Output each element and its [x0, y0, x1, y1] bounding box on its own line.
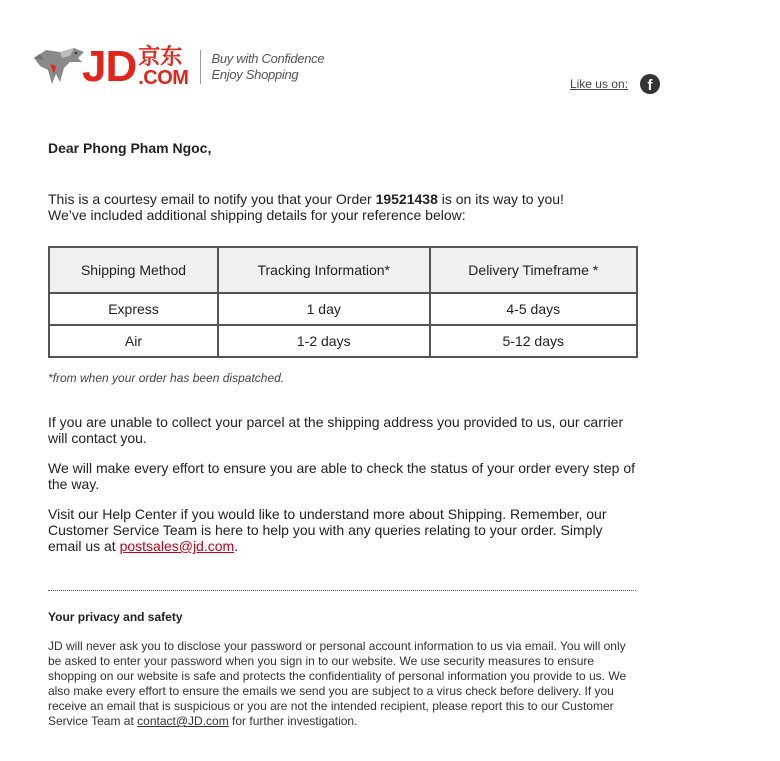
tagline-line-1: Buy with Confidence	[211, 51, 325, 66]
jd-dog-mascot-icon	[30, 44, 88, 90]
privacy-title: Your privacy and safety	[48, 610, 183, 624]
table-row	[49, 325, 637, 357]
table-header-row	[49, 247, 637, 293]
cell-tracking: 1 day	[218, 293, 430, 325]
cell-method: Air	[49, 325, 218, 357]
logo-divider	[200, 50, 201, 84]
privacy-text	[48, 639, 638, 729]
privacy-body: JD will never ask you to disclose your password or personal account information to us via email. You will only be asked to enter your password when you sign in to our website. We use security measures to ensure shopping on our website is safe and protects the confidentiality of personal information you provide to us. We also make every effort to ensure the emails we send you are subject to a virus check before delivery. If you receive an email that is suspicious or you are not the intended recipient, please report this to our Customer Service Team at	[48, 639, 627, 728]
intro-line-2: We’ve included additional shipping details for your reference below:	[48, 207, 466, 223]
jd-logo[interactable]	[30, 44, 324, 90]
dotted-divider	[48, 590, 636, 591]
cell-method: Express	[49, 293, 218, 325]
cell-timeframe: 4-5 days	[430, 293, 637, 325]
header-tracking-information: Tracking Information*	[218, 247, 430, 293]
table-row	[49, 293, 637, 325]
collection-paragraph: If you are unable to collect your parcel at the shipping address you provided to us, our carrier will contact you.	[48, 414, 624, 446]
cell-timeframe: 5-12 days	[430, 325, 637, 357]
shipping-table	[48, 246, 638, 358]
facebook-icon[interactable]: f	[640, 74, 660, 94]
logo-jd-text: JD	[82, 42, 137, 91]
header-delivery-timeframe: Delivery Timeframe *	[430, 247, 637, 293]
tagline-line-2: Enjoy Shopping	[211, 67, 299, 82]
intro-paragraph	[48, 191, 638, 223]
help-text-end: .	[234, 538, 239, 554]
email-header	[30, 40, 670, 100]
intro-text-after: is on its way to you!	[437, 191, 564, 207]
social-like	[570, 74, 660, 94]
logo-chinese-text: 京东	[138, 44, 183, 69]
greeting: Dear Phong Pham Ngoc,	[48, 140, 212, 156]
help-center-paragraph	[48, 506, 638, 554]
privacy-body-end: for further investigation.	[228, 714, 358, 728]
contact-email-link[interactable]: contact@JD.com	[137, 714, 229, 728]
logo-domain	[138, 46, 188, 88]
like-us-link[interactable]: Like us on:	[569, 77, 628, 91]
table-footnote: *from when your order has been dispatched.	[48, 371, 285, 385]
help-text: Visit our Help Center if you would like to understand more about Shipping. Remember, our Customer Service Team is here to help you with any queries relating to your order. Simply email us at	[48, 506, 607, 554]
intro-text-before: This is a courtesy email to notify you that your Order	[48, 191, 376, 207]
status-paragraph: We will make every effort to ensure you are able to check the status of your order every step of the way.	[48, 460, 635, 492]
order-number: 19521438	[375, 191, 438, 207]
cell-tracking: 1-2 days	[218, 325, 430, 357]
tagline	[211, 51, 324, 83]
email-body	[48, 140, 638, 729]
postsales-email-link[interactable]: postsales@jd.com	[119, 538, 235, 554]
logo-com-text: .COM	[138, 67, 189, 89]
header-shipping-method: Shipping Method	[49, 247, 218, 293]
